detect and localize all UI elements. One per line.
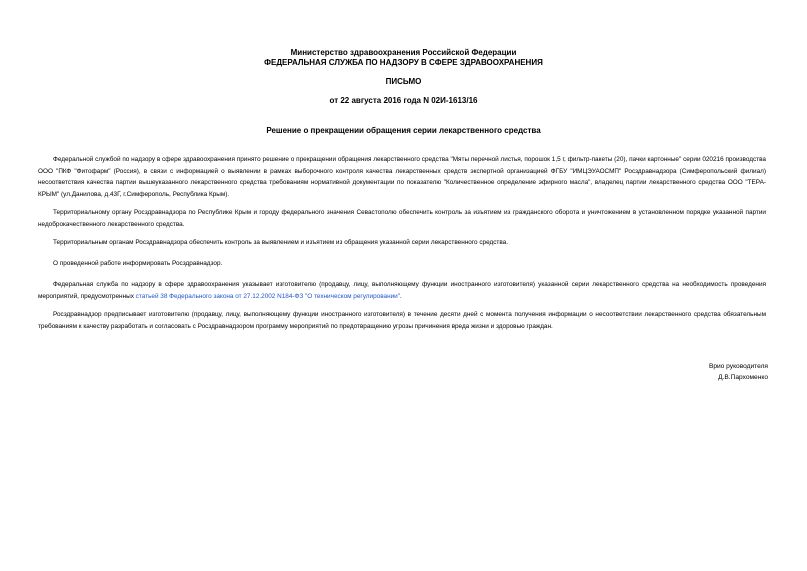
paragraph-decision: Федеральной службой по надзору в сфере здравоохранения принято решение о прекращении обращения лекарственного средства "Мяты перечной листья, порошок 1,5 г, фильтр-пакеты (20), пачки картонные" серии 020216 производства ООО "ПКФ "Фитофарм" (Россия), в связи с информацией о выявлении в рамках выборочного контроля качества лекарственных средств экспертной организацией ФГБУ "ИМЦЭУАОСМП" Росздравнадзора (Симферопольский филиал) несоответствия качества партии вышеуказанного лекарственного средства требованиям нормативной документации по показателю "Количественное определение эфирного масла", владелец партии лекарственного средства ООО "ТЕРА-КРЫМ" (ул.Данилова, д.43Г, г.Симферополь, Республика Крым). [38, 156, 766, 198]
document-type: ПИСЬМО [385, 77, 422, 86]
law-article-link[interactable]: статьей 38 Федерального закона от 27.12.2002 N184-ФЗ "О техническом регулировании" [135, 292, 401, 300]
signatory-position: Врио руководителя [708, 363, 768, 370]
paragraph-crimea-control: Территориальному органу Росздравнадзора по Республике Крым и городу федерального значения Севастополю обеспечить контроль за изъятием из гражданского оборота и уничтожением в установленном порядке указанной партии недоброкачественного лекарственного средства. [38, 209, 766, 228]
ministry-name: Министерство здравоохранения Российской Федерации [290, 48, 517, 57]
service-name: ФЕДЕРАЛЬНАЯ СЛУЖБА ПО НАДЗОРУ В СФЕРЕ ЗДРАВООХРАНЕНИЯ [264, 58, 543, 67]
signatory-name: Д.В.Пархоменко [718, 374, 768, 381]
paragraph-text-end: . [400, 292, 402, 300]
paragraph-text: Федеральная служба по надзору в сфере здравоохранения указывает изготовителю (продавцу, лицу, выполняющему функции иностранного изготовителя) указанной серии лекарственного средства на необходимость проведения мероприятий, предусмотренных [38, 281, 766, 300]
paragraph-report: О проведенной работе информировать Росздравнадзор. [53, 260, 223, 267]
paragraph-manufacturer-notice [38, 279, 766, 302]
paragraph-prescription: Росздравнадзор предписывает изготовителю (продавцу, лицу, выполняющему функции иностранного изготовителя) в течение десяти дней с момента получения информации о несоответствии лекарственного средства обязательным требованиям к качеству разработать и согласовать с Росздравнадзором программу мероприятий по предотвращению угрозы причинения вреда жизни и здоровью граждан. [38, 311, 766, 330]
paragraph-territorial-control: Территориальным органам Росздравнадзора обеспечить контроль за выявлением и изъятием из обращения указанной серии лекарственного средства. [53, 239, 509, 246]
document-title: Решение о прекращении обращения серии лекарственного средства [266, 126, 541, 135]
document-date-number: от 22 августа 2016 года N 02И-1613/16 [329, 96, 478, 105]
